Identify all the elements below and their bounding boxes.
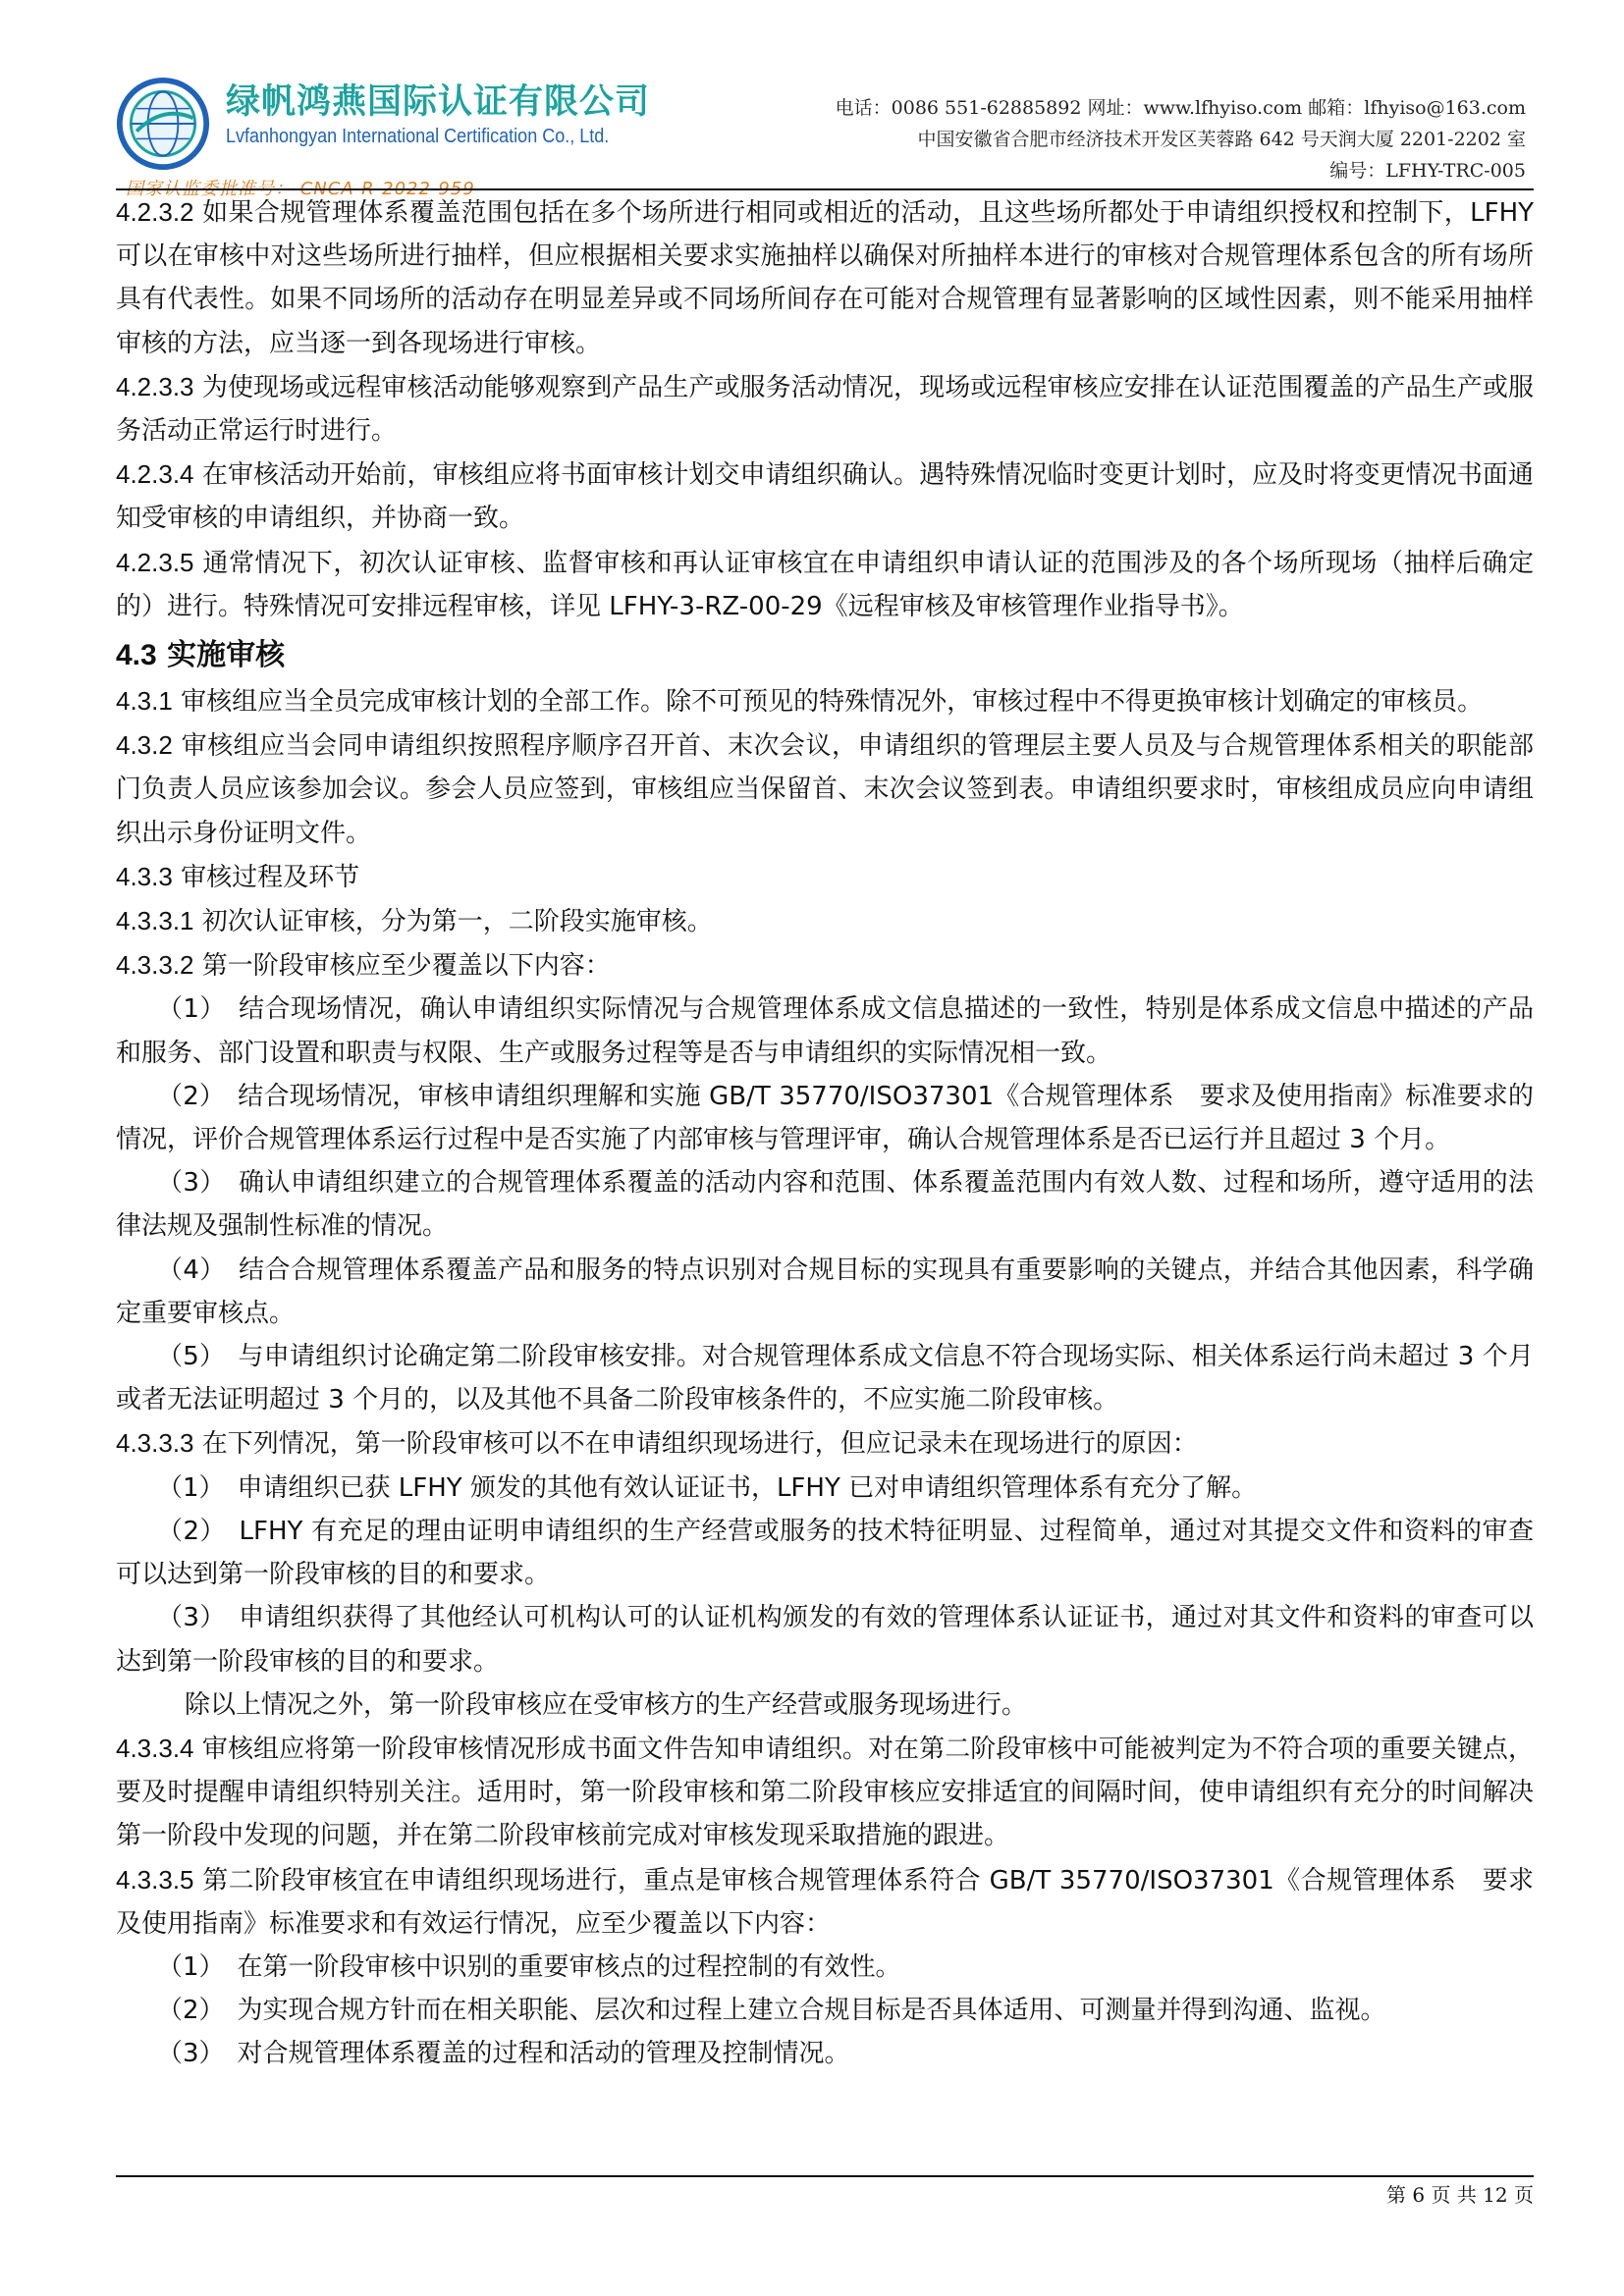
clause-4-3-3 [116, 855, 1534, 899]
page-header [116, 69, 1534, 199]
section-number: 4.3 [116, 639, 157, 672]
clause-4-2-3-5 [116, 541, 1534, 628]
list-item-text: 与申请组织讨论确定第二阶段审核安排。对合规管理体系成文信息不符合现场实际、相关体系运行尚未超过 3 个月或者无法证明超过 3 个月的，以及其他不具备二阶段审核条件的，不应实施二阶段审核。 [116, 1342, 1535, 1415]
company-name-block [226, 80, 776, 149]
section-heading-4-3 [116, 632, 1534, 679]
section-title: 实施审核 [156, 638, 286, 673]
list-item [116, 1946, 1534, 1989]
clause-4-3-2 [116, 723, 1534, 855]
page-number: 第 6 页 共 12 页 [1386, 2183, 1534, 2207]
footer-divider [116, 2175, 1534, 2177]
offsite-note: 除以上情况之外，第一阶段审核应在受审核方的生产经营或服务现场进行。 [185, 1689, 1028, 1720]
list-item-text: 对合规管理体系覆盖的过程和活动的管理及控制情况。 [211, 2039, 850, 2069]
list-item-number: （4） [157, 1255, 213, 1285]
clause-4-2-3-2 [116, 190, 1534, 365]
list-item [116, 2032, 1534, 2075]
clause-4-2-3-4 [116, 453, 1534, 540]
list-item-number: （2） [157, 1516, 214, 1546]
clause-text: 审核组应当全员完成审核计划的全部工作。除不可预见的特殊情况外，审核过程中不得更换审核计划确定的审核员。 [172, 687, 1484, 718]
list-item [116, 1596, 1534, 1682]
clause-4-3-3-3 [116, 1421, 1534, 1466]
clause-text: 为使现场或远程审核活动能够观察到产品生产或服务活动情况，现场或远程审核应安排在认证范围覆盖的产品生产或服务活动正常运行时进行。 [116, 372, 1534, 447]
clause-number: 4.3.3.4 [116, 1733, 194, 1763]
list-item-number: （3） [157, 1603, 213, 1633]
list-item-number: （2） [157, 1996, 212, 2026]
list-item-number: （5） [157, 1342, 213, 1372]
clause-text: 审核组应当会同申请组织按照程序顺序召开首、末次会议，申请组织的管理层主要人员及与合规管理体系相关的职能部门负责人员应该参加会议。参会人员应签到，审核组应当保留首、末次会议签到表。申请组织要求时，审核组成员应向申请组织出示身份证明文件。 [116, 731, 1534, 848]
list-item-text: 结合现场情况，确认申请组织实际情况与合规管理体系成文信息描述的一致性，特别是体系成文信息中描述的产品和服务、部门设置和职责与权限、生产或服务过程等是否与申请组织的实际情况相一致。 [116, 994, 1534, 1068]
company-name-cn: 绿帆鸿燕国际认证有限公司 [226, 82, 651, 122]
list-item-number: （1） [157, 1472, 212, 1503]
clause-4-3-1 [116, 679, 1534, 723]
list-item-text: 结合合规管理体系覆盖产品和服务的特点识别对合规目标的实现具有重要影响的关键点，并结合其他因素，科学确定重要审核点。 [116, 1255, 1534, 1328]
clause-number: 4.3.2 [116, 730, 173, 761]
contact-info [836, 92, 1526, 187]
list-item-text: 结合现场情况，审核申请组织理解和实施 GB/T 35770/ISO37301《合规管理体系 要求及使用指南》标准要求的情况，评价合规管理体系运行过程中是否实施了内部审核与管理评审，确认合规管理体系是否已运行并且超过 3 个月。 [116, 1081, 1534, 1155]
list-item-text: 申请组织获得了其他经认可机构认可的认证机构颁发的有效的管理体系认证证书，通过对其文件和资料的审查可以达到第一阶段审核的目的和要求。 [116, 1603, 1534, 1677]
clause-text: 通常情况下，初次认证审核、监督审核和再认证审核宜在申请组织申请认证的范围涉及的各个场所现场（抽样后确定的）进行。特殊情况可安排远程审核，详见 LFHY-3-RZ-00-29《远程审核及审核管理作业指导书》。 [116, 548, 1534, 621]
company-name-en: Lvfanhongyan International Certification Co., Ltd. [226, 126, 610, 147]
clause-number: 4.2.3.4 [116, 459, 194, 490]
list-item-number: （2） [157, 1081, 213, 1111]
list-item-number: （1） [157, 1951, 212, 1982]
list-item [116, 1075, 1534, 1161]
clause-text: 初次认证审核，分为第一，二阶段实施审核。 [193, 907, 713, 937]
list-item-text: 为实现合规方针而在相关职能、层次和过程上建立合规目标是否具体适用、可测量并得到沟通、监视。 [211, 1996, 1386, 2026]
clause-number: 4.3.3.5 [116, 1864, 194, 1895]
list-item-text: 在第一阶段审核中识别的重要审核点的过程控制的有效性。 [211, 1951, 901, 1982]
document-body [116, 190, 1534, 2076]
list-item [116, 1161, 1534, 1248]
contact-address: 中国安徽省合肥市经济技术开发区芙蓉路 642 号天润大厦 2201-2202 室 [917, 129, 1526, 150]
clause-text: 第一阶段审核应至少覆盖以下内容： [193, 951, 611, 982]
clause-text: 审核过程及环节 [172, 862, 360, 892]
list-item-number: （1） [157, 994, 213, 1025]
list-item-text: 确认申请组织建立的合规管理体系覆盖的活动内容和范围、体系覆盖范围内有效人数、过程和场所，遵守适用的法律法规及强制性标准的情况。 [116, 1168, 1534, 1242]
list-item-text: LFHY 有充足的理由证明申请组织的生产经营或服务的技术特征明显、过程简单，通过对其提交文件和资料的审查可以达到第一阶段审核的目的和要求。 [116, 1516, 1534, 1590]
clause-4-3-3-5 [116, 1858, 1534, 1946]
list-item [116, 1989, 1534, 2032]
clause-4-3-3-4 [116, 1727, 1534, 1858]
clause-4-3-3-2 [116, 943, 1534, 988]
clause-number: 4.3.3.1 [116, 906, 194, 936]
list-item [116, 1249, 1534, 1335]
clause-number: 4.3.1 [116, 686, 173, 717]
contact-phone-web-email: 电话：0086 551-62885892 网址：www.lfhyiso.com 邮箱：lfhyiso@163.com [835, 97, 1526, 119]
list-item [116, 988, 1534, 1074]
list-item-text: 申请组织已获 LFHY 颁发的其他有效认证证书，LFHY 已对申请组织管理体系有充分了解。 [211, 1472, 1258, 1503]
list-item-number: （3） [157, 2039, 212, 2069]
clause-text: 如果合规管理体系覆盖范围包括在多个场所进行相同或相近的活动，且这些场所都处于申请组织授权和控制下，LFHY 可以在审核中对这些场所进行抽样，但应根据相关要求实施抽样以确保对所抽样本进行的审核对合规管理体系包含的所有场所具有代表性。如果不同场所的活动存在明显差异或不同场所间存在可能对合规管理有显著影响的区域性因素，则不能采用抽样审核的方法，应当逐一到各现场进行审核。 [116, 198, 1534, 358]
list-item [116, 1510, 1534, 1596]
approval-number: 国家认监委批准号： CNCA-R-2022-959 [126, 179, 475, 199]
list-item [116, 1335, 1534, 1421]
list-item [116, 1467, 1534, 1510]
certification-globe-logo-icon [116, 77, 210, 171]
clause-text: 第二阶段审核宜在申请组织现场进行，重点是审核合规管理体系符合 GB/T 35770/ISO37301《合规管理体系 要求及使用指南》标准要求和有效运行情况，应至少覆盖以下内容： [116, 1865, 1534, 1939]
clause-4-2-3-3 [116, 365, 1534, 453]
list-item-number: （3） [157, 1168, 213, 1199]
clause-number: 4.3.3.3 [116, 1428, 194, 1459]
clause-number: 4.3.3 [116, 861, 173, 891]
clause-text: 在下列情况，第一阶段审核可以不在申请组织现场进行，但应记录未在现场进行的原因： [193, 1429, 1198, 1460]
clause-number: 4.2.3.3 [116, 371, 194, 401]
clause-text: 在审核活动开始前，审核组应将书面审核计划交申请组织确认。遇特殊情况临时变更计划时，应及时将变更情况书面通知受审核的申请组织，并协商一致。 [116, 460, 1534, 534]
document-number: 编号：LFHY-TRC-005 [1329, 160, 1526, 182]
clause-4-3-3-1 [116, 899, 1534, 943]
clause-number: 4.3.3.2 [116, 950, 194, 981]
clause-text: 审核组应将第一阶段审核情况形成书面文件告知申请组织。对在第二阶段审核中可能被判定为不符合项的重要关键点，要及时提醒申请组织特别关注。适用时，第一阶段审核和第二阶段审核应安排适宜的间隔时间，使申请组织有充分的时间解决第一阶段中发现的问题，并在第二阶段审核前完成对审核发现采取措施的跟进。 [116, 1734, 1534, 1851]
clause-number: 4.2.3.5 [116, 547, 194, 577]
clause-number: 4.2.3.2 [116, 197, 194, 227]
